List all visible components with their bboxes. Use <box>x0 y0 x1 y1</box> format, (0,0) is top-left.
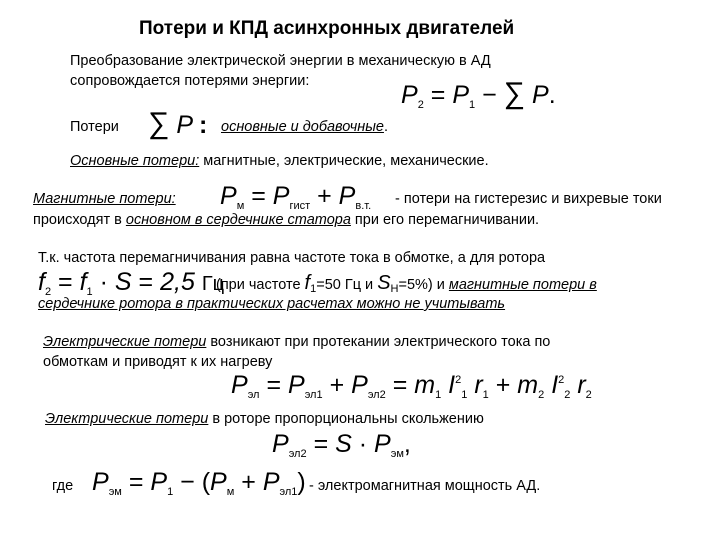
formula-rotor-electric: $P_{эл2} = S \cdot P_{эм}$, <box>272 430 411 460</box>
magnetic-text-2: происходят в основном в сердечнике статора при его перемагничивании. <box>33 212 540 228</box>
magnetic-label: Магнитные потери: <box>33 191 176 207</box>
electric-line-1: Электрические потери возникают при протекании электрического тока по <box>43 334 551 350</box>
sigma-symbol: ∑ <box>148 107 170 140</box>
formula-em-power: $P_{эм} = P_1 - (P_м + P_{эл1})$ <box>92 468 306 498</box>
rotor-freq-line-3: сердечнике ротора в практических расчетах можно не учитывать <box>38 296 506 312</box>
magnetic-text-1: - потери на гистерезис и вихревые токи <box>395 191 662 207</box>
electric-line-2: обмоткам и приводят к их нагреву <box>43 354 273 370</box>
losses-sum-formula: ∑ P : <box>148 107 208 140</box>
page-title: Потери и КПД асинхронных двигателей <box>139 18 515 39</box>
rotor-freq-line-1: Т.к. частота перемагничивания равна частоте тока в обмотке, а для ротора <box>38 250 546 266</box>
intro-line-2: сопровождается потерями энергии: <box>70 73 310 89</box>
where-label: где <box>52 478 74 494</box>
losses-label: Потери <box>70 119 119 135</box>
sigma-symbol: ∑ <box>503 77 526 110</box>
formula-p2: $P_2 = P_1$ − ∑ P. <box>401 77 556 111</box>
formula-magnetic: $P_м = P_{гист} + P_{в.т.}$ <box>220 182 372 212</box>
formula-electric: $P_{эл} = P_{эл1} + P_{эл2} = m_1$ $I^2_1$ $r_1 + m_2$ $I^2_2$ $r_2$ <box>231 371 592 401</box>
rotor-electric-line: Электрические потери в роторе пропорциональны скольжению <box>45 411 484 427</box>
rotor-freq-paren: (при частоте $f_1=50$ Гц и $S_Н=5\%$) и магнитные потери в <box>216 272 597 295</box>
intro-line-1: Преобразование электрической энергии в механическую в АД <box>70 53 491 69</box>
losses-types: основные и добавочные. <box>221 119 388 135</box>
main-losses: Основные потери: магнитные, электрические, механические. <box>70 153 489 169</box>
where-text: - электромагнитная мощность АД. <box>309 478 541 494</box>
formula-rotor-freq: $f_2 = f_1 \cdot S = 2,5$ Гц <box>38 268 225 298</box>
